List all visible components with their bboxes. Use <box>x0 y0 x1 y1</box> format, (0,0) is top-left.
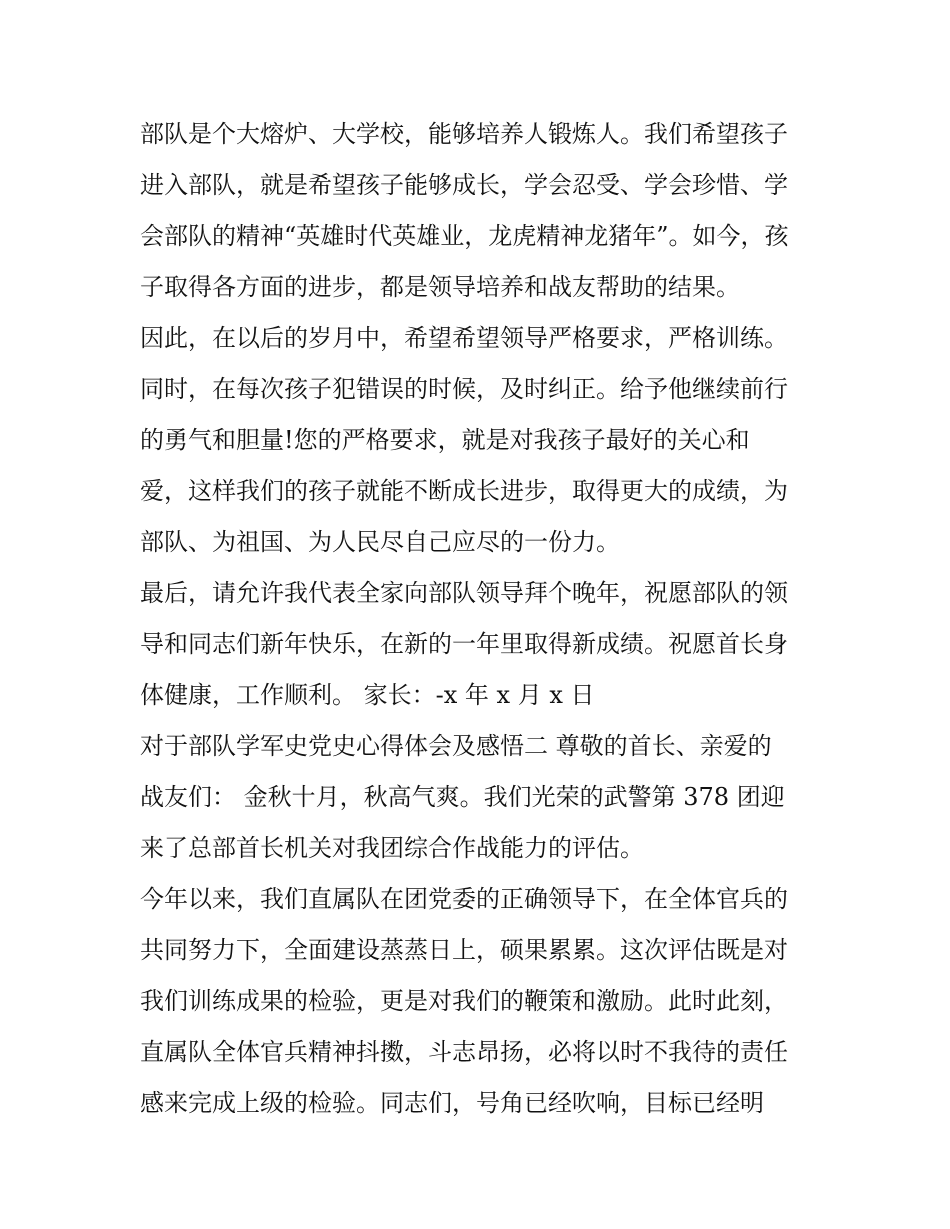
text-line: 直属队全体官兵精神抖擞，斗志昂扬，必将以时不我待的责任 <box>140 1038 788 1066</box>
text-line: 感来完成上级的检验。同志们，号角已经吹响，目标已经明 <box>140 1089 764 1117</box>
text-line: 共同努力下，全面建设蒸蒸日上，硕果累累。这次评估既是对 <box>140 936 788 964</box>
text-line: 我们训练成果的检验，更是对我们的鞭策和激励。此时此刻， <box>140 987 788 1015</box>
text-line: 的勇气和胆量!您的严格要求，就是对我孩子最好的关心和 <box>140 426 750 454</box>
text-line: 同时，在每次孩子犯错误的时候，及时纠正。给予他继续前行 <box>140 375 788 403</box>
text-line: 进入部队，就是希望孩子能够成长，学会忍受、学会珍惜、学 <box>140 171 788 199</box>
text-line: 体健康，工作顺利。 家长：-x 年 x 月 x 日 <box>140 681 595 709</box>
text-line: 部队、为祖国、为人民尽自己应尽的一份力。 <box>140 528 620 556</box>
document-body <box>140 109 820 1129</box>
text-line: 战友们： 金秋十月，秋高气爽。我们光荣的武警第 378 团迎 <box>140 783 785 811</box>
text-line: 最后，请允许我代表全家向部队领导拜个晚年，祝愿部队的领 <box>140 579 788 607</box>
text-line: 导和同志们新年快乐，在新的一年里取得新成绩。祝愿首长身 <box>140 630 788 658</box>
text-line: 对于部队学军史党史心得体会及感悟二 尊敬的首长、亲爱的 <box>140 732 772 760</box>
text-line: 今年以来，我们直属队在团党委的正确领导下，在全体官兵的 <box>140 885 788 913</box>
text-line: 会部队的精神“英雄时代英雄业，龙虎精神龙猪年”。如今，孩 <box>140 222 789 250</box>
text-line: 爱，这样我们的孩子就能不断成长进步，取得更大的成绩，为 <box>140 477 788 505</box>
text-line: 来了总部首长机关对我团综合作战能力的评估。 <box>140 834 644 862</box>
text-line: 因此，在以后的岁月中，希望希望领导严格要求，严格训练。 <box>140 324 788 352</box>
text-line: 部队是个大熔炉、大学校，能够培养人锻炼人。我们希望孩子 <box>140 120 788 148</box>
text-line: 子取得各方面的进步，都是领导培养和战友帮助的结果。 <box>140 273 740 301</box>
